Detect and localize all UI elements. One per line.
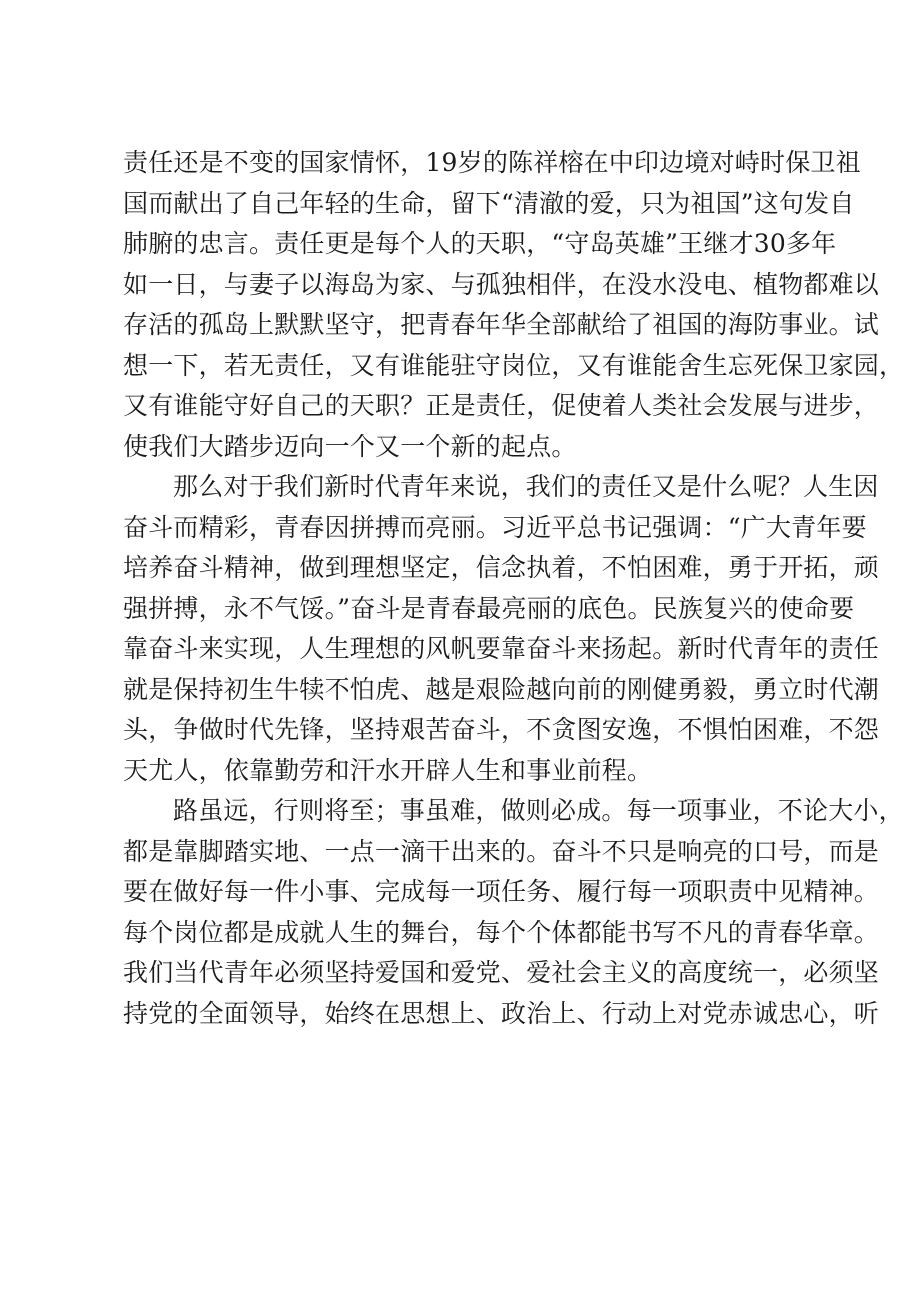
body-text — [123, 143, 905, 1034]
text-line: 持党的全面领导，始终在思想上、政治上、行动上对党赤诚忠心，听 — [123, 998, 880, 1028]
text-line: 头，争做时代先锋，坚持艰苦奋斗，不贪图安逸，不惧怕困难，不怨 — [123, 715, 880, 744]
text-line: 那么对于我们新时代青年来说，我们的责任又是什么呢？人生因 — [173, 472, 879, 501]
text-line: 都是靠脚踏实地、一点一滴干出来的。奋斗不只是响亮的口号，而是 — [123, 836, 880, 866]
text-line: 培养奋斗精神，做到理想坚定，信念执着，不怕困难，勇于开拓，顽 — [123, 553, 880, 582]
text-line: 奋斗而精彩，青春因拼搏而亮丽。习近平总书记强调：“广大青年要 — [123, 512, 867, 542]
text-line: 天尤人，依靠勤劳和汗水开辟人生和事业前程。 — [123, 755, 653, 785]
text-line: 路虽远，行则将至；事虽难，做则必成。每一项事业，不论大小， — [173, 796, 904, 825]
text-line: 责任还是不变的国家情怀，19岁的陈祥榕在中印边境对峙时保卫祖 — [123, 148, 861, 177]
text-line: 肺腑的忠言。责任更是每个人的天职，“守岛英雄”王继才30多年 — [123, 229, 837, 258]
text-line: 要在做好每一件小事、完成每一项任务、履行每一项职责中见精神。 — [123, 877, 880, 906]
text-line: 又有谁能守好自己的天职？正是责任，促使着人类社会发展与进步， — [123, 391, 880, 420]
text-line: 每个岗位都是成就人生的舞台，每个个体都能书写不凡的青春华章。 — [123, 917, 880, 947]
text-line: 想一下，若无责任，又有谁能驻守岗位，又有谁能舍生忘死保卫家园， — [123, 350, 905, 380]
text-line: 使我们大踏步迈向一个又一个新的起点。 — [123, 431, 577, 461]
text-line: 靠奋斗来实现，人生理想的风帆要靠奋斗来扬起。新时代青年的责任 — [123, 634, 880, 663]
paragraph-1 — [123, 143, 905, 467]
text-line: 强拼搏，永不气馁。”奋斗是青春最亮丽的底色。民族复兴的使命要 — [123, 593, 855, 623]
text-line: 我们当代青年必须坚持爱国和爱党、爱社会主义的高度统一，必须坚 — [123, 958, 880, 987]
text-line: 如一日，与妻子以海岛为家、与孤独相伴，在没水没电、植物都难以 — [123, 269, 880, 299]
text-line: 国而献出了自己年轻的生命，留下“清澈的爱，只为祖国”这句发自 — [123, 188, 855, 218]
text-line: 就是保持初生牛犊不怕虎、越是艰险越向前的刚健勇毅，勇立时代潮 — [123, 674, 880, 704]
paragraph-3 — [123, 791, 904, 1034]
paragraph-2 — [123, 467, 880, 791]
text-line: 存活的孤岛上默默坚守，把青春年华全部献给了祖国的海防事业。试 — [123, 310, 880, 339]
